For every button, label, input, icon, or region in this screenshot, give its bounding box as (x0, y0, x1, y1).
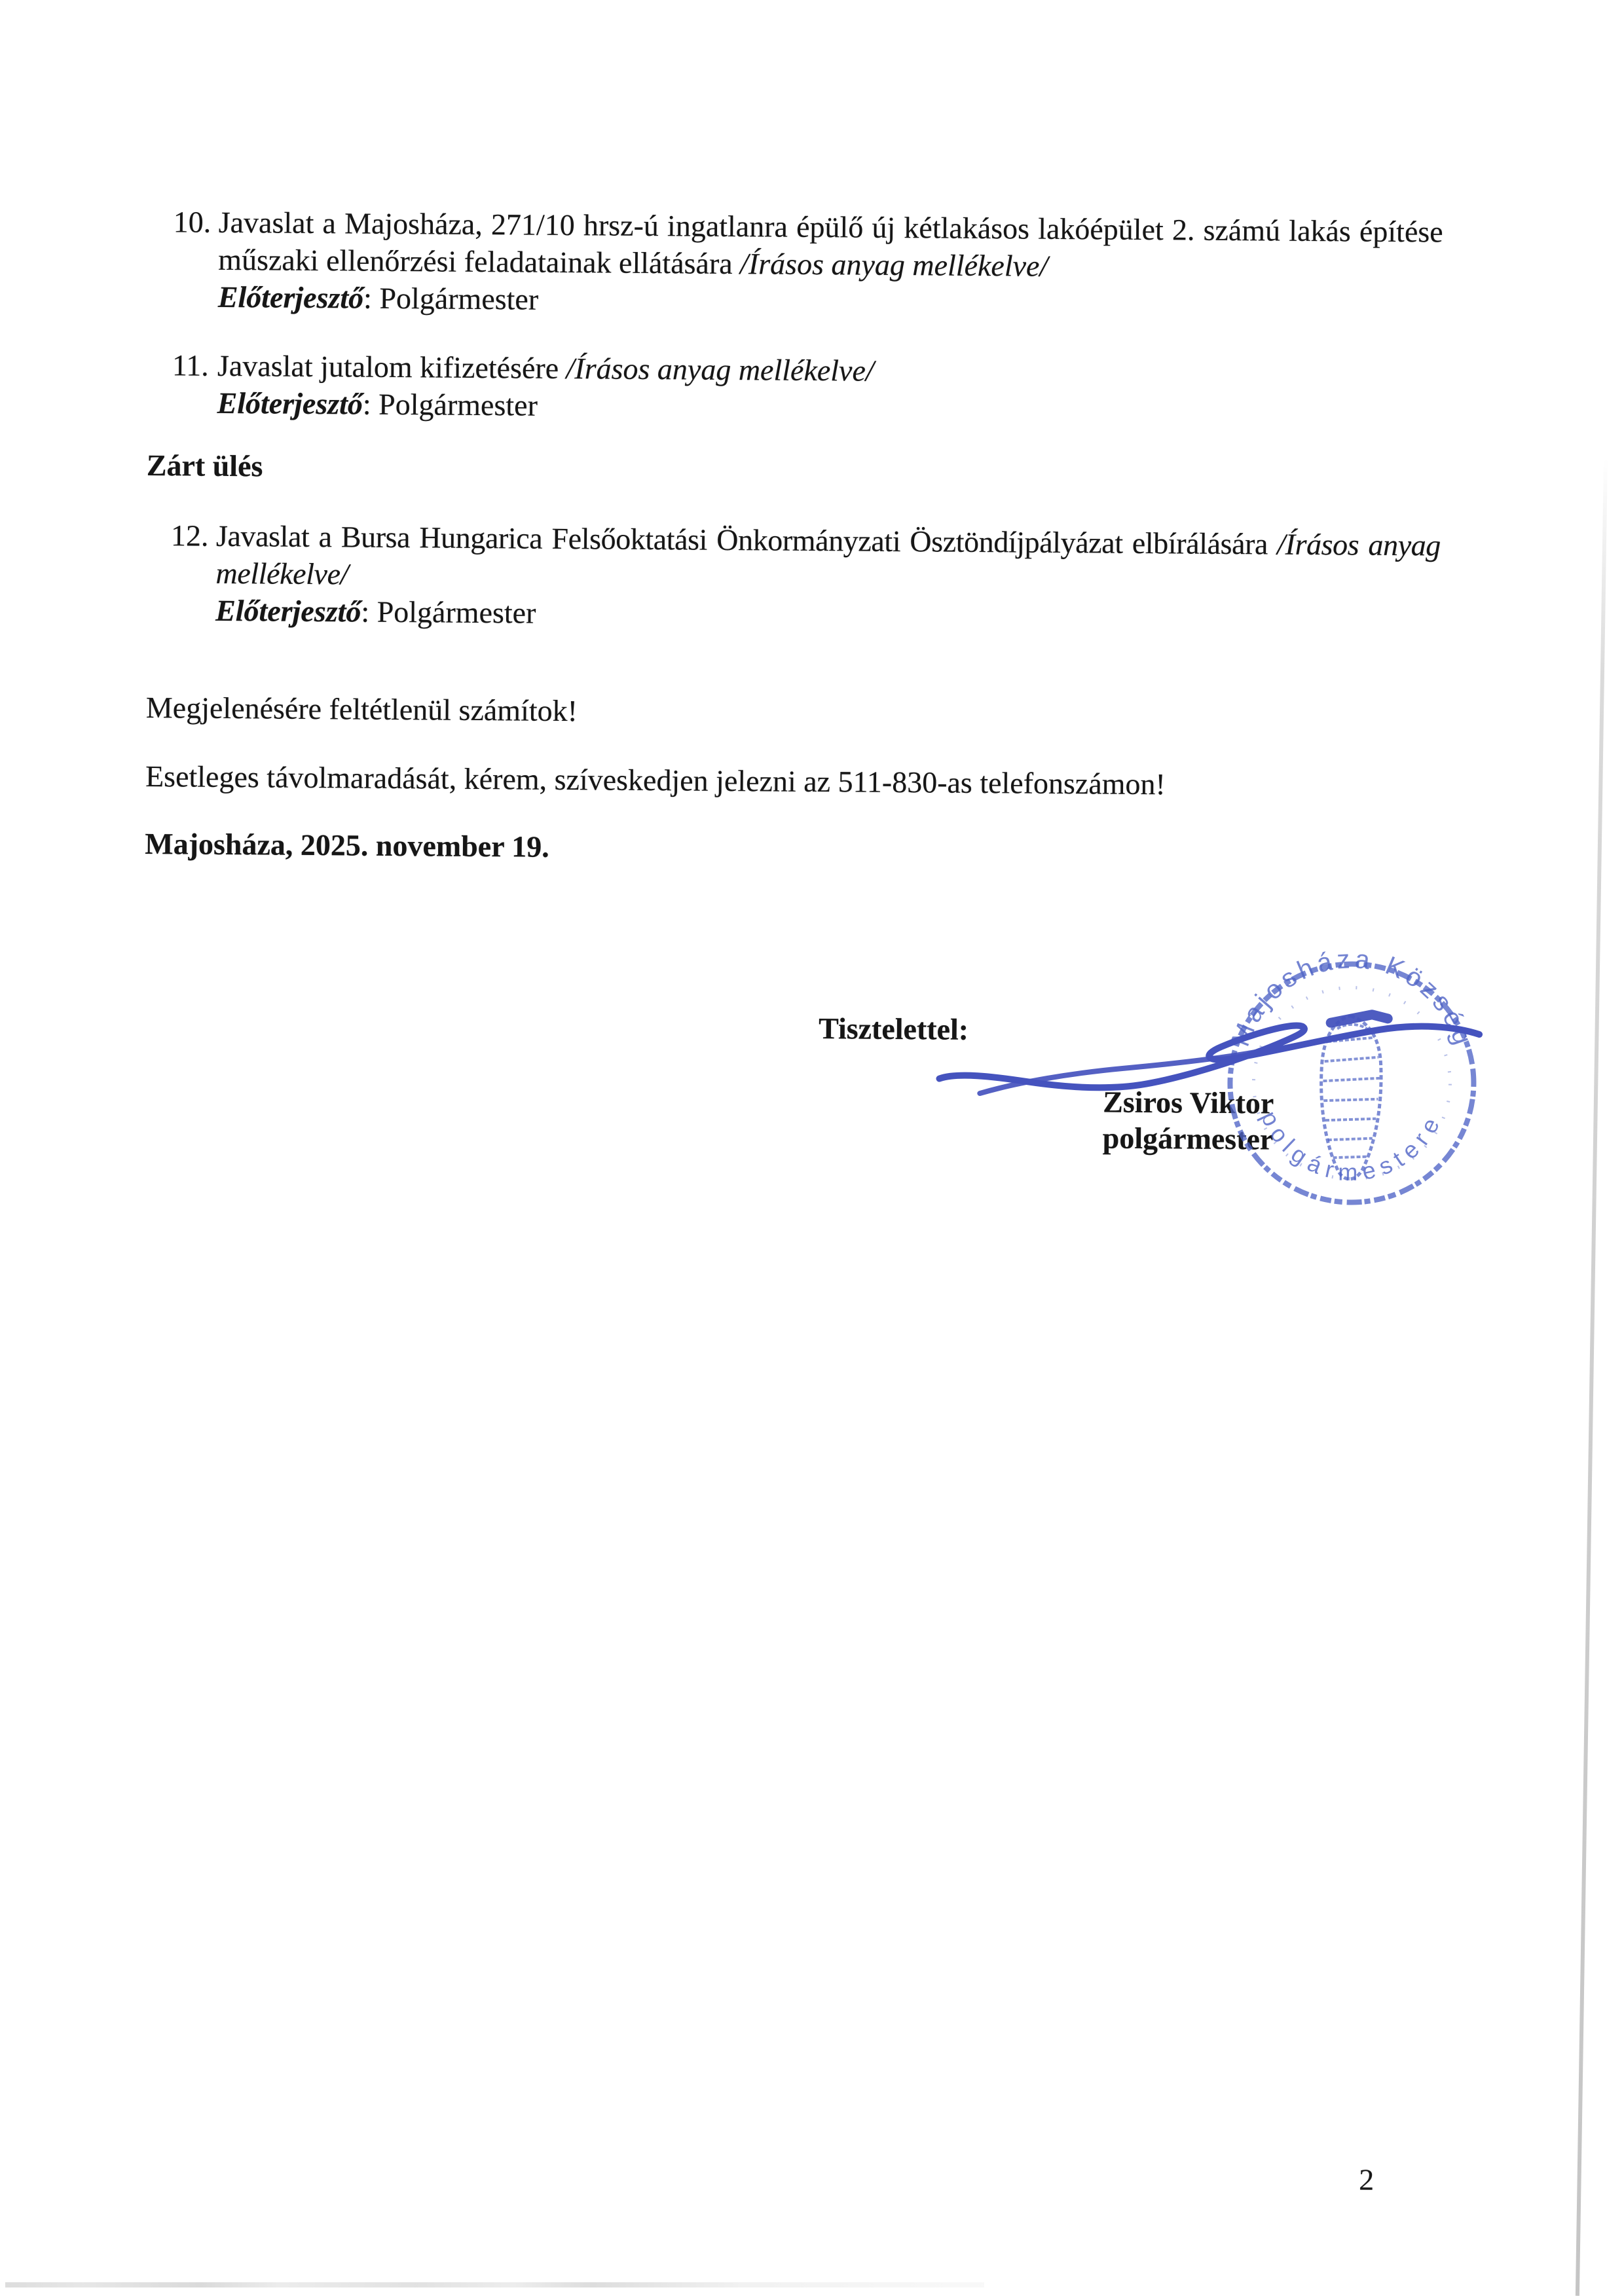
stamp-image (1221, 944, 1483, 1212)
item-text: Javaslat a Bursa Hungarica Felsőoktatási Önkormányzati Ösztöndíjpályázat elbírálására /Írásos anyag mellékelve/ (215, 519, 1441, 591)
stamp-top-text: Majosháza Község (1226, 945, 1479, 1052)
attachment-note: /Írásos anyag mellékelve/ (566, 352, 874, 388)
signature-image (939, 1011, 1479, 1097)
agenda-item-10 (173, 204, 1443, 325)
signer-title: polgármester (1102, 1121, 1274, 1156)
attachment-note: /Írásos anyag mellékelve/ (215, 527, 1441, 591)
closing-salutation: Tisztelettel: (818, 1011, 969, 1046)
item-text: Javaslat a Majosháza, 271/10 hrsz-ú ingatlanra épülő új kétlakásos lakóépület 2. számú lakás építése műszaki ellenőrzési feladatainak ellátására /Írásos anyag mellékelve/ (218, 205, 1443, 283)
presenter-line: Előterjesztő: Polgármester (215, 593, 536, 630)
closed-session-heading: Zárt ülés (146, 448, 263, 483)
date-line: Majosháza, 2025. november 19. (145, 827, 550, 864)
presenter-line: Előterjesztő: Polgármester (217, 280, 539, 316)
stamp-and-signature (887, 934, 1532, 1247)
absence-note: Esetleges távolmaradását, kérem, szíveskedjen jelezni az 511-830-as telefonszámon! (145, 759, 1166, 801)
attachment-note: /Írásos anyag mellékelve/ (739, 247, 1048, 283)
scan-edge-bottom (5, 2282, 984, 2287)
agenda-item-12 (170, 517, 1441, 639)
presenter-line: Előterjesztő: Polgármester (217, 386, 538, 422)
page-number: 2 (1359, 2162, 1375, 2196)
attendance-note: Megjelenésére feltétlenül számítok! (145, 691, 578, 728)
signer-name: Zsiros Viktor (1103, 1085, 1274, 1120)
stamp-bottom-text: polgármestere (1255, 1106, 1448, 1186)
item-text: Javaslat jutalom kifizetésére /Írásos anyag mellékelve/ (217, 348, 874, 388)
agenda-item-11 (172, 347, 1442, 431)
item-number: 12. (170, 519, 209, 553)
item-number: 10. (173, 205, 212, 239)
item-number: 11. (172, 348, 210, 382)
